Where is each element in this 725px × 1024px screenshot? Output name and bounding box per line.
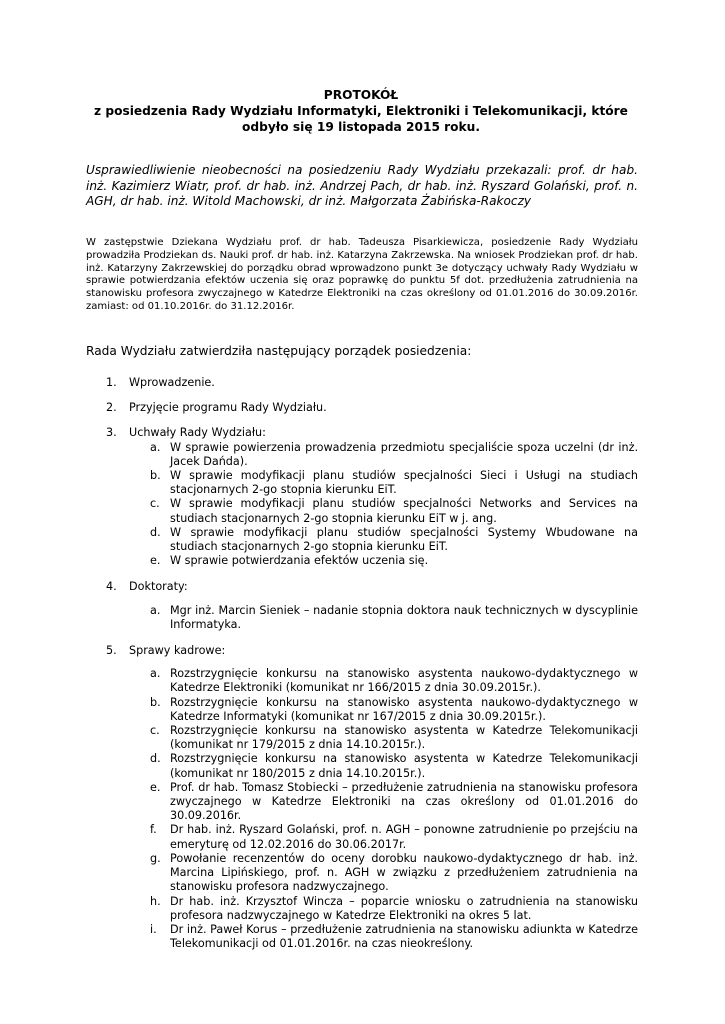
agenda-subitem-text: Prof. dr hab. Tomasz Stobiecki – przedłużenie zatrudnienia na stanowisku profesora zwyczajnego w Katedrze Elektroniki na czas określony od 01.01.2016 do 30.09.2016r. (170, 780, 638, 823)
agenda-subitem (150, 923, 638, 951)
agenda-subitem (150, 469, 638, 497)
agenda-subitem-text: Dr hab. inż. Krzysztof Wincza – poparcie wniosku o zatrudnienia na stanowisku profesora nadzwyczajnego w Katedrze Elektroniki na okres 5 lat. (170, 894, 638, 922)
agenda-subitem-letter: h. (150, 894, 161, 908)
agenda-item-label: Sprawy kadrowe: (129, 644, 226, 658)
agenda-item-label: Doktoraty: (129, 580, 188, 594)
agenda-sublist (150, 441, 638, 569)
agenda-sublist (150, 667, 638, 951)
agenda-item (106, 580, 638, 632)
agenda-subitem-text: Dr hab. inż. Ryszard Golański, prof. n. AGH – ponowne zatrudnienie po przejściu na emeryturę od 12.02.2016 do 30.06.2017r. (170, 823, 638, 851)
agenda-subitem-text: Dr inż. Paweł Korus – przedłużenie zatrudnienia na stanowisku adiunkta w Katedrze Telekomunikacji od 01.01.2016r. na czas nieokreślony. (170, 922, 638, 951)
agenda-subitem (150, 667, 638, 695)
agenda-subitem-text: W sprawie powierzenia prowadzenia przedmiotu specjaliście spoza uczelni (dr inż. Jacek Dańda). (170, 440, 638, 468)
agenda-subitem-text: Rozstrzygnięcie konkursu na stanowisko asystenta naukowo-dydaktycznego w Katedrze Elektroniki (komunikat nr 166/2015 z dnia 30.09.2015r.). (170, 667, 638, 695)
agenda-subitem (150, 696, 638, 724)
agenda-subitem-letter: a. (150, 667, 161, 681)
agenda-item-number: 5. (106, 644, 117, 658)
agenda-subitem-text: W sprawie modyfikacji planu studiów specjalności Systemy Wbudowane na studiach stacjonarnych 2-go stopnia kierunku EiT. (170, 525, 638, 554)
agenda-subitem (150, 895, 638, 923)
agenda-subitem-letter: e. (150, 554, 161, 568)
agenda-subitem-letter: i. (150, 922, 157, 936)
agenda-subitem-letter: b. (150, 695, 161, 709)
document-header (85, 87, 637, 135)
absence-excuse-paragraph: Usprawiedliwienie nieobecności na posiedzeniu Rady Wydziału przekazali: prof. dr hab. inż. Kazimierz Wiatr, prof. dr hab. inż. Andrzej Pach, dr hab. inż. Ryszard Golański, prof. n. AGH, dr hab. inż. Witold Machowski, dr inż. Małgorzata Żabińska-Rakoczy (86, 163, 638, 208)
agenda-subitem-letter: c. (150, 724, 160, 738)
agenda-subitem-text: Rozstrzygnięcie konkursu na stanowisko asystenta naukowo-dydaktycznego w Katedrze Informatyki (komunikat nr 167/2015 z dnia 30.09.2015r.). (170, 695, 638, 723)
document-subtitle-line2: odbyło się 19 listopada 2015 roku. (242, 120, 480, 134)
agenda-subitem-letter: a. (150, 440, 161, 454)
agenda-sublist (150, 604, 638, 632)
agenda-item-number: 1. (106, 376, 117, 389)
agenda-subitem (150, 852, 638, 895)
agenda-subitem-text: Rozstrzygnięcie konkursu na stanowisko asystenta w Katedrze Telekomunikacji (komunikat nr 180/2015 z dnia 14.10.2015r.). (170, 752, 638, 780)
agenda-subitem (150, 441, 638, 469)
agenda-subitem-text: W sprawie potwierdzania efektów uczenia się. (170, 554, 429, 568)
agenda-item (106, 644, 638, 951)
agenda-item-label: Przyjęcie programu Rady Wydziału. (129, 401, 327, 415)
agenda-subitem-text: W sprawie modyfikacji planu studiów specjalności Networks and Services na studiach stacjonarnych 2-go stopnia kierunku EiT w j. ang. (170, 497, 638, 525)
agenda-subitem-text: W sprawie modyfikacji planu studiów specjalności Sieci i Usługi na studiach stacjonarnych 2-go stopnia kierunku EiT. (170, 469, 638, 497)
agenda-item (106, 376, 638, 390)
agenda-subitem-letter: d. (150, 752, 161, 766)
agenda-subitem (150, 526, 638, 554)
agenda-subitem (150, 823, 638, 851)
document-subtitle-line1: z posiedzenia Rady Wydziału Informatyki, Elektroniki i Telekomunikacji, które (94, 104, 628, 118)
agenda-subitem (150, 604, 638, 632)
agenda-subitem (150, 724, 638, 752)
agenda-subitem (150, 752, 638, 780)
agenda-item-number: 4. (106, 580, 117, 594)
document-title: PROTOKÓŁ (323, 88, 399, 102)
agenda-list (106, 376, 638, 951)
agenda-subitem-letter: a. (150, 603, 161, 617)
agenda-item-label: Wprowadzenie. (129, 376, 215, 389)
agenda-subitem-letter: d. (150, 525, 161, 539)
intro-paragraph: W zastępstwie Dziekana Wydziału prof. dr hab. Tadeusza Pisarkiewicza, posiedzenie Rady Wydziału prowadziła Prodziekan ds. Nauki prof. dr hab. inż. Katarzyna Zakrzewska. Na wniosek Prodziekan prof. dr hab. inż. Katarzyny Zakrzewskiej do porządku obrad wprowadzono punkt 3e dotyczący uchwały Rady Wydziału w sprawie potwierdzania efektów uczenia się oraz poprawkę do punktu 5f dot. przedłużenia zatrudnienia na stanowisku profesora zwyczajnego w Katedrze Elektroniki na czas określony od 01.01.2016 do 30.09.2016r. zamiast: od 01.10.2016r. do 31.12.2016r. (86, 237, 638, 312)
agenda-subitem (150, 781, 638, 824)
agenda-subitem-text: Powołanie recenzentów do oceny dorobku naukowo-dydaktycznego dr hab. inż. Marcina Lipińskiego, prof. n. AGH w związku z przedłużeniem zatrudnienia na stanowisku profesora nadzwyczajnego. (170, 851, 638, 894)
agenda-subitem-letter: e. (150, 780, 161, 794)
agenda-subitem-text: Rozstrzygnięcie konkursu na stanowisko asystenta w Katedrze Telekomunikacji (komunikat nr 179/2015 z dnia 14.10.2015r.). (170, 724, 638, 752)
agenda-subitem-letter: b. (150, 469, 161, 483)
agenda-subitem (150, 497, 638, 525)
agenda-item-label: Uchwały Rady Wydziału: (129, 426, 266, 440)
agenda-subitem-letter: c. (150, 497, 160, 511)
agenda-heading: Rada Wydziału zatwierdziła następujący porządek posiedzenia: (86, 344, 472, 358)
agenda-item-number: 3. (106, 426, 117, 440)
agenda-subitem-letter: f. (150, 823, 157, 837)
agenda-subitem-text: Mgr inż. Marcin Sieniek – nadanie stopnia doktora nauk technicznych w dyscyplinie Informatyka. (170, 603, 638, 631)
agenda-item-number: 2. (106, 401, 117, 415)
agenda-item (106, 426, 638, 568)
agenda-subitem-letter: g. (150, 851, 161, 865)
agenda-item (106, 401, 638, 415)
agenda-subitem (150, 554, 638, 568)
